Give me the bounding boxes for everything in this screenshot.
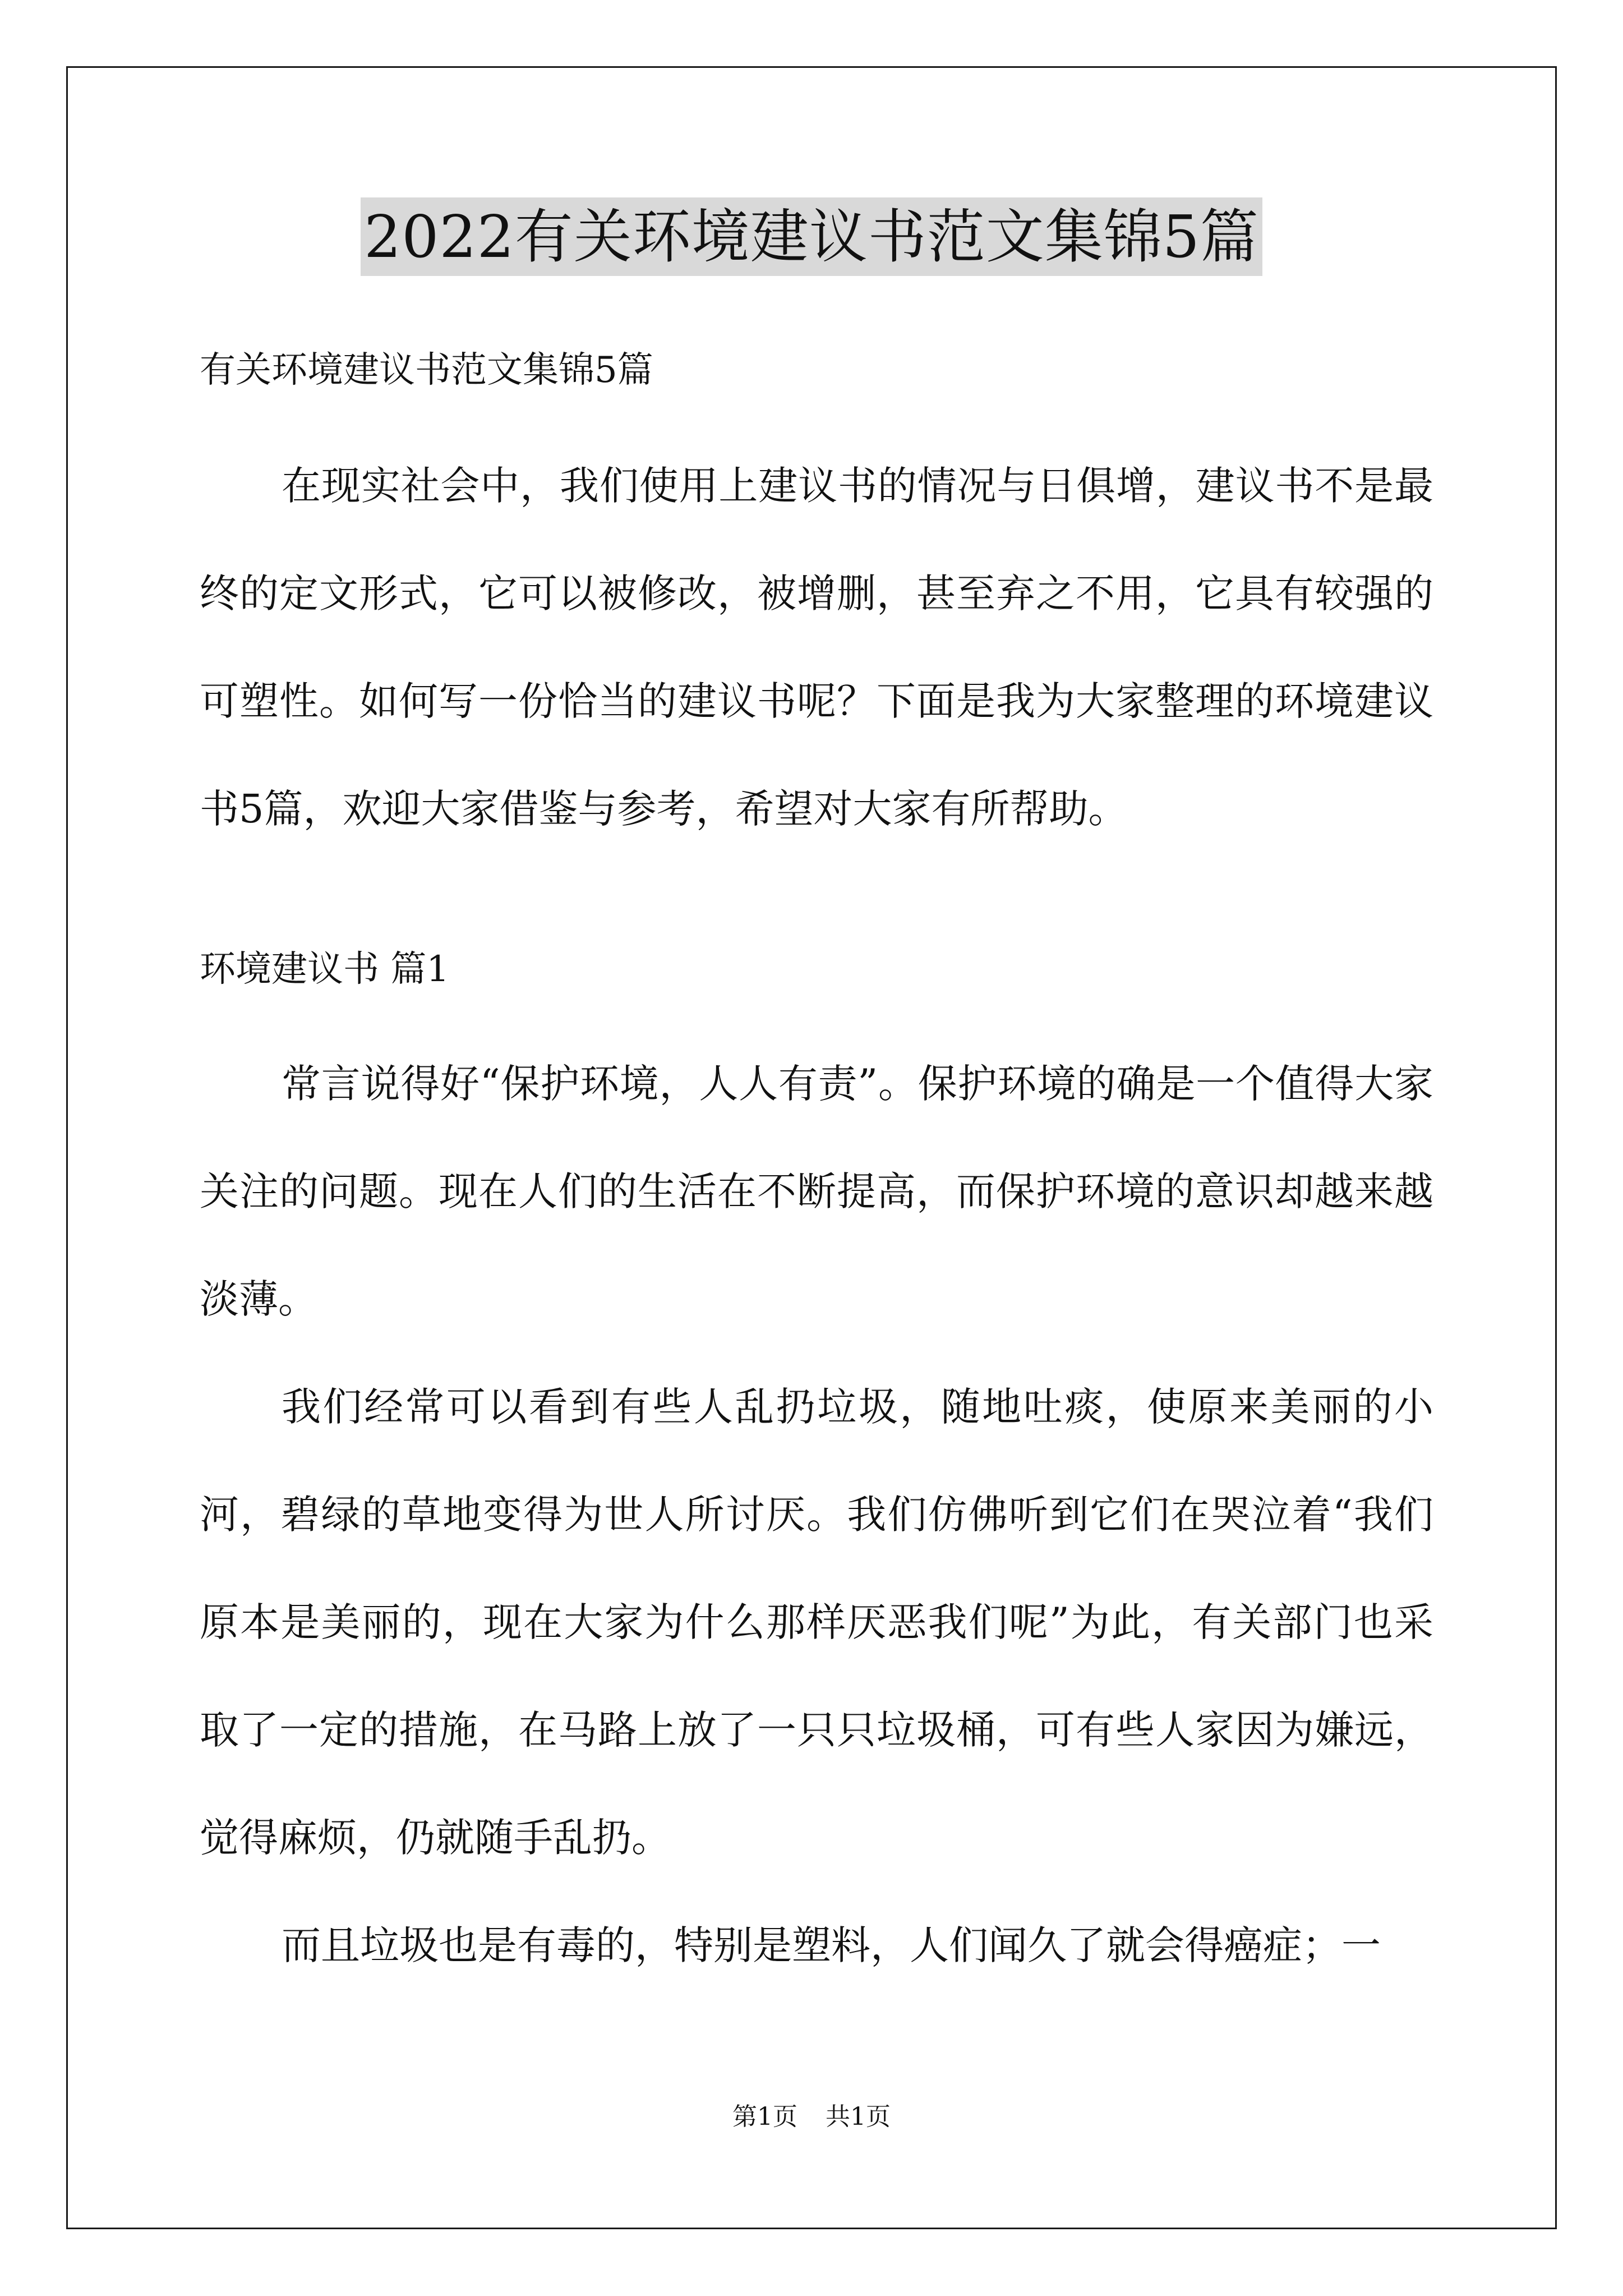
body-paragraph: 常言说得好“保护环境，人人有责”。保护环境的确是一个值得大家关注的问题。现在人们的生活在不断提高，而保护环境的意识却越来越淡薄。 — [200, 1061, 1433, 1322]
body-paragraph: 我们经常可以看到有些人乱扔垃圾，随地吐痰，使原来美丽的小河，碧绿的草地变得为世人所讨厌。我们仿佛听到它们在哭泣着“我们原本是美丽的，现在大家为什么那样厌恶我们呢”为此，有关部门也采取了一定的措施，在马路上放了一只只垃圾桶，可有些人家因为嫌远，觉得麻烦，仍就随手乱扔。 — [200, 1384, 1433, 1861]
title-area — [0, 197, 1623, 276]
body-paragraph: 而且垃圾也是有毒的，特别是塑料，人们闻久了就会得癌症；一 — [282, 1922, 1381, 1968]
document-title: 2022有关环境建议书范文集锦5篇 — [361, 197, 1262, 276]
page-footer — [0, 2100, 1623, 2134]
intro-paragraph: 在现实社会中，我们使用上建议书的情况与日俱增，建议书不是最终的定文形式，它可以被修改，被增删，甚至弃之不用，它具有较强的可塑性。如何写一份恰当的建议书呢？下面是我为大家整理的环境建议书5篇，欢迎大家借鉴与参考，希望对大家有所帮助。 — [200, 463, 1433, 832]
document-body — [200, 348, 1433, 1999]
page-total: 共1页 — [826, 2102, 891, 2131]
document-subtitle: 有关环境建议书范文集锦5篇 — [200, 349, 653, 391]
section-heading: 环境建议书 篇1 — [200, 949, 450, 990]
page-number: 第1页 — [732, 2102, 797, 2131]
